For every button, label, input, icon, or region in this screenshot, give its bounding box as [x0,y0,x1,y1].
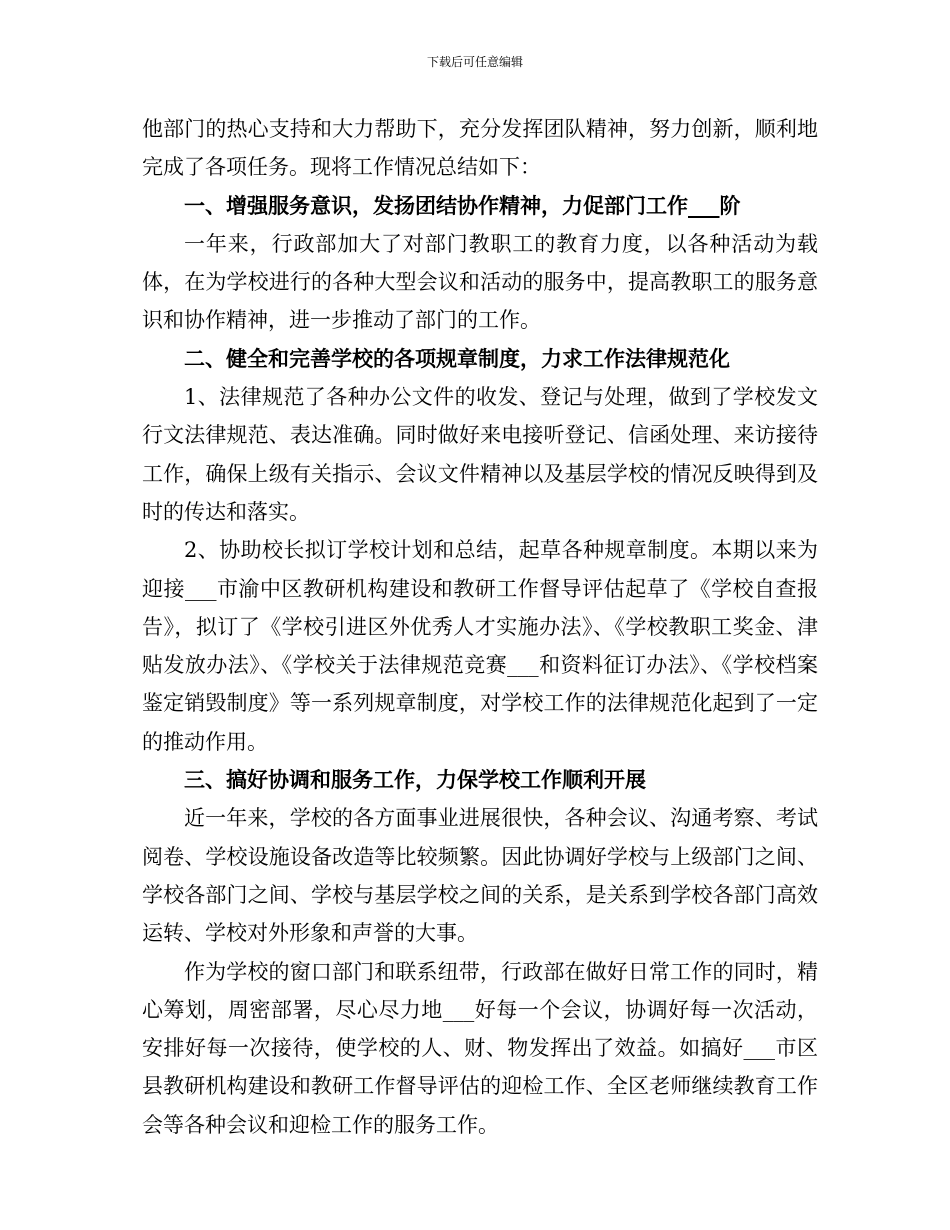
section-heading-3: 三、搞好协调和服务工作，力保学校工作顺利开展 [184,768,646,793]
paragraph-window-department: 作为学校的窗口部门和联系纽带，行政部在做好日常工作的同时，精心筹划，周密部署，尽心尽力地___好每一个会议，协调好每一次活动，安排好每一次接待，使学校的人、财、物发挥出了效益。如搞好___市区县教研机构建设和教研工作督导评估的迎检工作、全区老师继续教育工作会等各种会议和迎检工作的服务工作。 [142,959,818,1137]
page-header: 下载后可任意编辑 [426,55,523,69]
section-heading-1: 一、增强服务意识，发扬团结协作精神，力促部门工作___阶 [184,193,741,218]
paragraph-document-handling: 1、法律规范了各种办公文件的收发、登记与处理，做到了学校发文行文法律规范、表达准确。同时做好来电接听登记、信函处理、来访接待工作，确保上级有关指示、会议文件精神以及基层学校的情况反映得到及时的传达和落实。 [142,385,818,524]
paragraph-coordination: 近一年来，学校的各方面事业进展很快，各种会议、沟通考察、考试阅卷、学校设施设备改造等比较频繁。因此协调好学校与上级部门之间、学校各部门之间、学校与基层学校之间的关系，是关系到学校各部门高效运转、学校对外形象和声誉的大事。 [142,806,818,946]
paragraph-service-awareness: 一年来，行政部加大了对部门教职工的教育力度，以各种活动为载体，在为学校进行的各种大型会议和活动的服务中，提高教职工的服务意识和协作精神，进一步推动了部门的工作。 [142,231,818,333]
document-body [142,110,818,1144]
section-heading-2: 二、健全和完善学校的各项规章制度，力求工作法律规范化 [184,346,730,371]
paragraph-intro: 他部门的热心支持和大力帮助下，充分发挥团队精神，努力创新，顺利地完成了各项任务。现将工作情况总结如下： [142,117,818,180]
paragraph-regulations: 2、协助校长拟订学校计划和总结，起草各种规章制度。本期以来为迎接___市渝中区教研机构建设和教研工作督导评估起草了《学校自查报告》，拟订了《学校引进区外优秀人才实施办法》、《学校教职工奖金、津贴发放办法》、《学校关于法律规范竞赛___和资料征订办法》、《学校档案鉴定销毁制度》等一系列规章制度，对学校工作的法律规范化起到了一定的推动作用。 [142,538,818,754]
